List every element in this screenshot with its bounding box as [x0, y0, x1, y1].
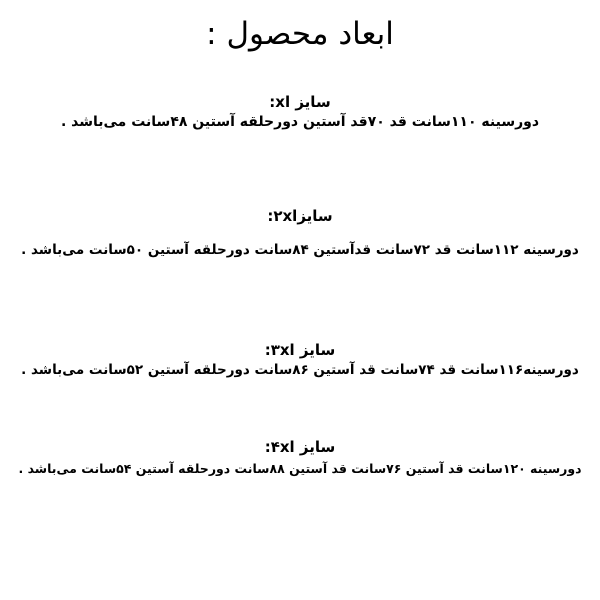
size-description-xl: دورسینه ۱۱۰سانت قد ۷۰قد آستین دورحلقه آستین ۴۸سانت می‌باشد .	[60, 114, 540, 130]
size-section-xl	[12, 92, 588, 132]
size-description-2xl: دورسینه ۱۱۲سانت قد ۷۲سانت قدآستین ۸۴سانت دورحلقه آستین ۵۰سانت می‌باشد .	[21, 242, 579, 258]
size-label-4xl: سایز ۴xl:	[264, 438, 336, 456]
size-label-2xl: سایز۲xl:	[267, 207, 333, 225]
page-title: ابعاد محصول :	[206, 16, 394, 52]
size-label-xl: سایز xl:	[269, 93, 331, 111]
size-section-2xl	[12, 206, 588, 260]
size-label-3xl: سایز ۳xl:	[264, 341, 336, 359]
size-description-4xl: دورسینه ۱۲۰سانت قد آستین ۷۶سانت قد آستین ۸۸سانت دورحلقه آستین ۵۴سانت می‌باشد .	[18, 461, 582, 476]
size-section-3xl	[12, 340, 588, 380]
size-section-4xl	[12, 437, 588, 479]
size-description-3xl: دورسینه۱۱۶سانت قد ۷۴سانت قد آستین ۸۶سانت دورحلقه آستین ۵۲سانت می‌باشد .	[21, 362, 579, 378]
